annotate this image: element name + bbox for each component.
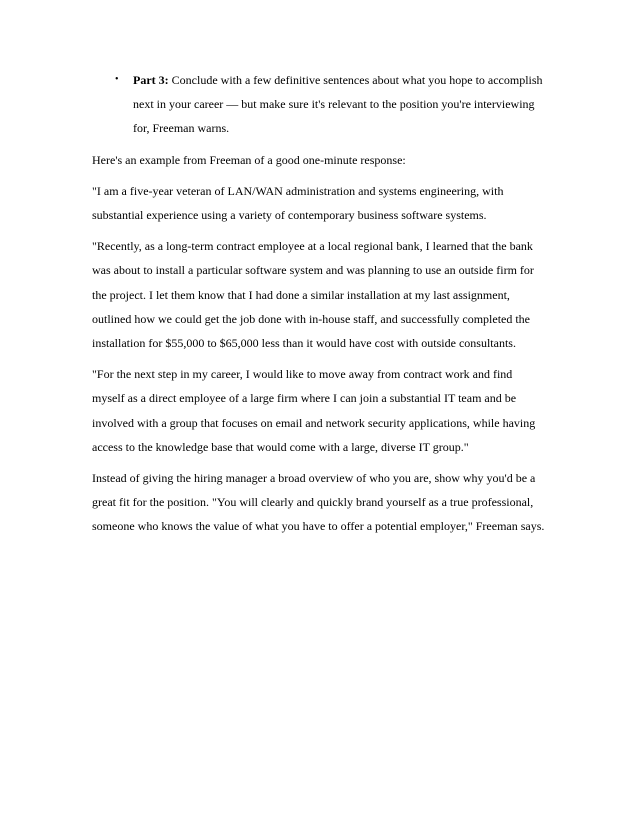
bullet-text: Conclude with a few definitive sentences about what you hope to accomplish next in your career — but make sure it's relevant to the position you're interviewing for, Freeman warns. bbox=[133, 73, 543, 136]
paragraph-quote-next-step: "For the next step in my career, I would like to move away from contract work and find myself as a direct employee of a large firm where I can join a substantial IT team and be involved with a group that focuses on email and network security applications, while having access to the knowledge base that would come with a large, diverse IT group." bbox=[92, 367, 536, 454]
paragraph-advice: Instead of giving the hiring manager a broad overview of who you are, show why you'd be a great fit for the position. "You will clearly and quickly brand yourself as a true professional, someone who knows the value of what you have to offer a potential employer," Freeman says. bbox=[92, 471, 545, 534]
bullet-item-part-3 bbox=[92, 68, 546, 141]
paragraph-quote-veteran: "I am a five-year veteran of LAN/WAN administration and systems engineering, with substantial experience using a variety of contemporary business software systems. bbox=[92, 183, 504, 223]
document-page bbox=[92, 68, 546, 546]
paragraph-quote-recently: "Recently, as a long-term contract employee at a local regional bank, I learned that the bank was about to install a particular software system and was planning to use an outside firm for the project. I let them know that I had done a similar installation at my last assignment, outlined how we could get the job done with in-house staff, and successfully completed the installation for $55,000 to $65,000 less than it would have cost with outside consultants. bbox=[92, 239, 534, 351]
bullet-lead-label: Part 3: bbox=[133, 73, 169, 87]
bullet-dot-icon: • bbox=[115, 74, 119, 85]
paragraph-example-intro: Here's an example from Freeman of a good one-minute response: bbox=[92, 152, 406, 167]
